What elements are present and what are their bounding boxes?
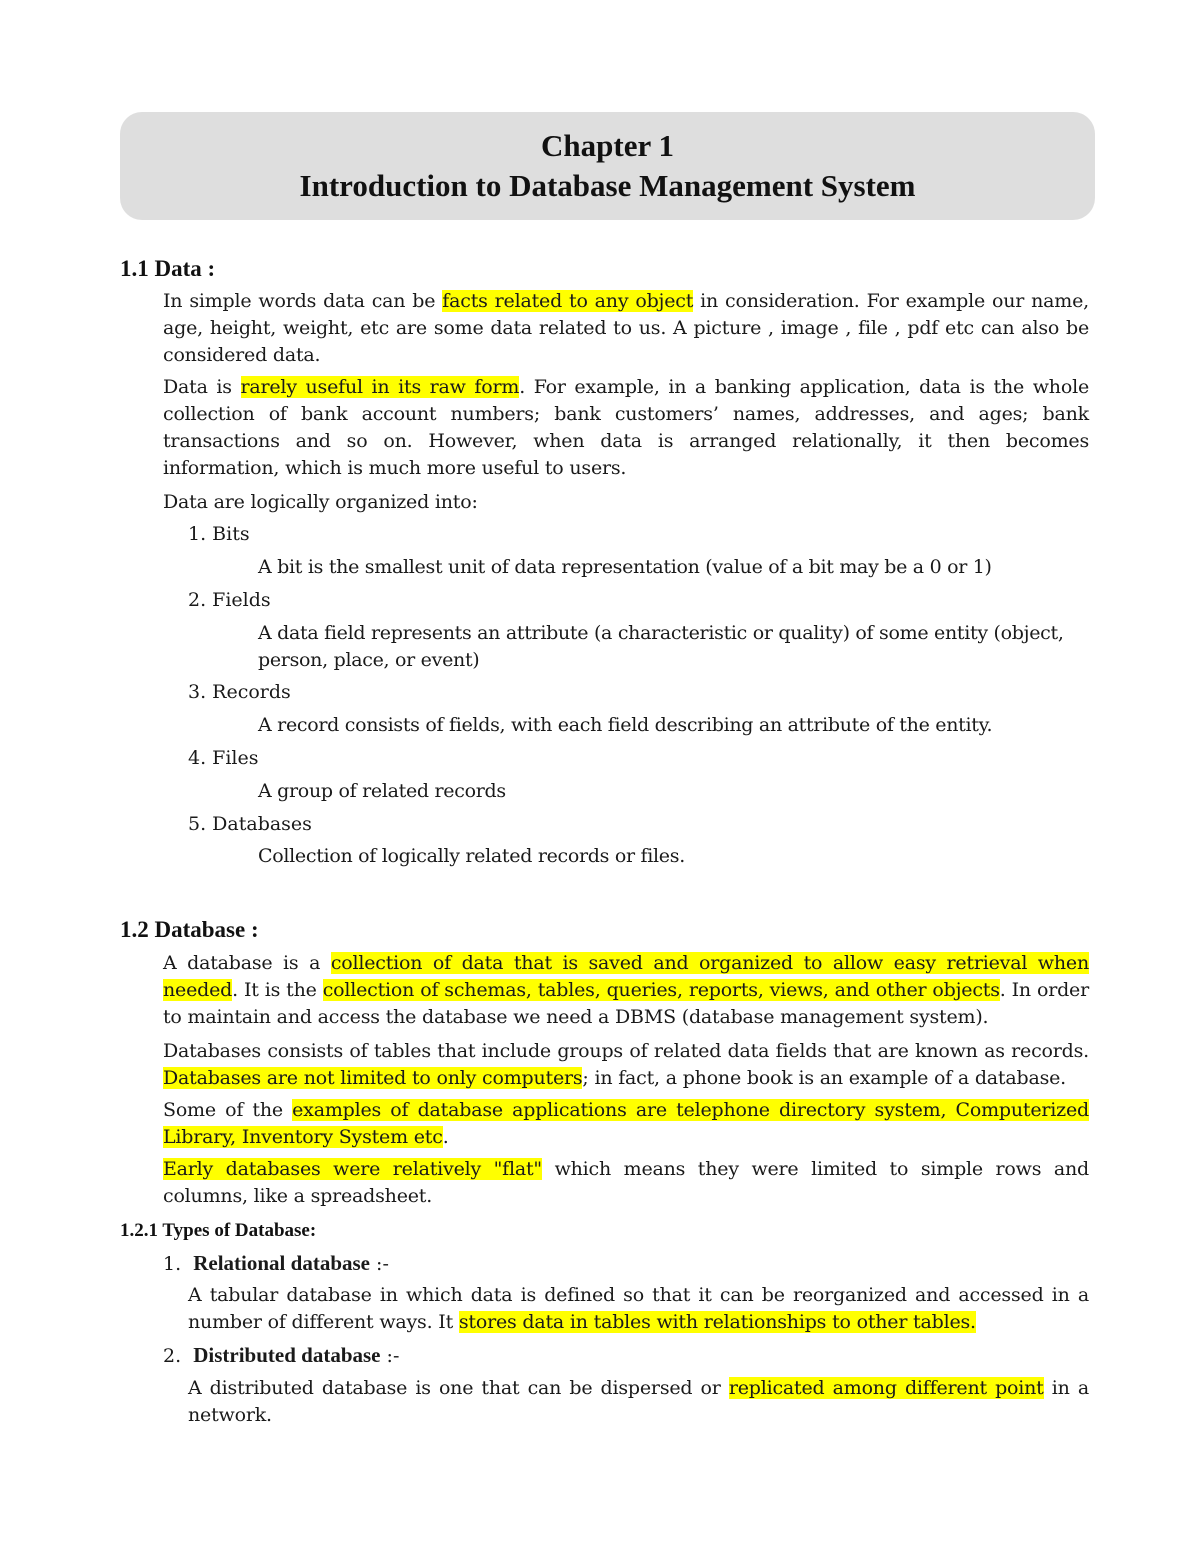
text-run: in a network. — [188, 1377, 1089, 1426]
list-item-desc: A bit is the smallest unit of data representation (value of a bit may be a 0 or 1) — [258, 556, 992, 578]
data-paragraph-2 — [163, 374, 1089, 482]
list-item-desc: A record consists of fields, with each field describing an attribute of the entity. — [258, 714, 993, 736]
section-heading-data: 1.1 Data : — [120, 256, 216, 281]
data-paragraph-3: Data are logically organized into: — [163, 491, 478, 513]
database-type-title — [163, 1250, 389, 1278]
text-run: . It is the — [232, 979, 323, 1001]
highlight: collection of schemas, tables, queries, reports, views, and other objects — [322, 979, 1000, 1001]
highlight: rarely useful in its raw form — [240, 376, 520, 398]
database-paragraph-3 — [163, 1097, 1089, 1151]
list-item-desc: Collection of logically related records or files. — [258, 845, 685, 867]
highlight: examples of database applications are telephone directory system, Computerized Library, Inventory System etc — [163, 1099, 1089, 1148]
database-type-title — [163, 1342, 399, 1370]
list-item-title: 1. Bits — [188, 523, 250, 545]
text-run: In simple words data can be — [163, 290, 443, 312]
type-number: 2. — [163, 1345, 182, 1367]
text-run: . — [442, 1126, 449, 1148]
text-run: which means they were limited to simple rows and columns, like a spreadsheet. — [163, 1158, 1090, 1207]
database-paragraph-4 — [163, 1156, 1089, 1210]
type-name: Distributed database — [193, 1343, 381, 1367]
highlight: stores data in tables with relationships to other tables. — [458, 1311, 976, 1333]
highlight: replicated among different point — [728, 1377, 1044, 1399]
highlight: facts related to any object — [442, 290, 694, 312]
highlight: Early databases were relatively "flat" — [163, 1158, 542, 1180]
highlight: collection of data that is saved and organized to allow easy retrieval when needed — [163, 952, 1089, 1001]
type-separator: :- — [380, 1345, 400, 1367]
list-item-desc: A group of related records — [258, 780, 506, 802]
database-paragraph-2 — [163, 1038, 1089, 1092]
text-run: ; in fact, a phone book is an example of a database. — [582, 1067, 1067, 1089]
type-number: 1. — [163, 1253, 182, 1275]
list-item-title: 4. Files — [188, 747, 259, 769]
list-item-desc: A data field represents an attribute (a characteristic or quality) of some entity (object, person, place, or event) — [258, 622, 1064, 671]
type-separator: :- — [370, 1253, 389, 1275]
list-item-title: 5. Databases — [188, 813, 312, 835]
section-heading-database: 1.2 Database : — [120, 917, 259, 942]
highlight: Databases are not limited to only computers — [163, 1067, 583, 1089]
text-run: Some of the — [163, 1099, 293, 1121]
database-type-desc — [188, 1375, 1089, 1429]
text-run: Data is — [163, 376, 241, 398]
subsection-heading-types: 1.2.1 Types of Database: — [120, 1220, 317, 1241]
chapter-number: Chapter 1 — [541, 128, 674, 163]
chapter-title: Introduction to Database Management System — [299, 168, 916, 203]
text-run: A distributed database is one that can be dispersed or — [188, 1377, 729, 1399]
database-paragraph-1 — [163, 950, 1089, 1031]
data-paragraph-1 — [163, 288, 1089, 369]
list-item-title: 2. Fields — [188, 589, 271, 611]
type-name: Relational database — [193, 1251, 370, 1275]
list-item-title: 3. Records — [188, 681, 291, 703]
text-run: A tabular database in which data is defined so that it can be reorganized and accessed in a number of different ways. It — [188, 1284, 1089, 1333]
text-run: in consideration. For example our name, age, height, weight, etc are some data related to us. A picture , image , file , pdf etc can also be considered data. — [163, 290, 1089, 366]
database-type-desc — [188, 1282, 1089, 1336]
chapter-title-box — [120, 112, 1095, 220]
text-run: A database is a — [163, 952, 331, 974]
text-run: . In order to maintain and access the database we need a DBMS (database management system). — [163, 979, 1089, 1028]
text-run: . For example, in a banking application, data is the whole collection of bank account numbers; bank customers’ names, addresses, and ages; bank transactions and so on. However, when data is arranged relationally, it then becomes information, which is much more useful to users. — [163, 376, 1090, 479]
text-run: Databases consists of tables that include groups of related data fields that are known as records. — [163, 1040, 1089, 1062]
